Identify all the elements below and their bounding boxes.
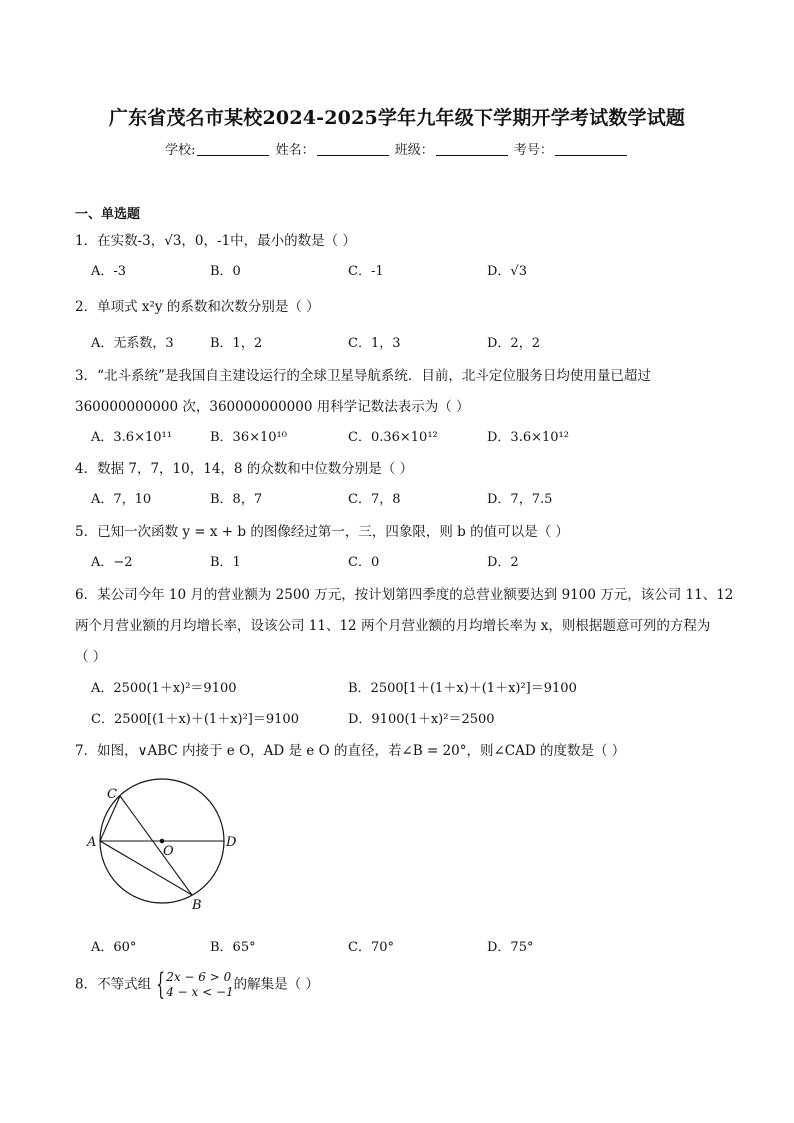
school-label: 学校: [165,143,196,158]
question-2-stem: 2．单项式 x²y 的系数和次数分别是（ ） [75,299,320,315]
q2-option-d: D．2，2 [487,336,540,351]
q5-option-d: D．2 [487,555,519,570]
q3-option-b: B．36×10¹⁰ [210,430,287,445]
center-point [160,839,165,844]
school-blank [197,143,269,156]
label-b: B [192,898,202,910]
q7-option-c: C．70° [348,940,394,955]
q2-option-b: B．1，2 [210,336,263,351]
q1-option-a: A．-3 [91,264,127,279]
q4-option-a: A．7，10 [91,492,152,507]
class-label: 班级： [394,143,434,158]
question-1-stem: 1．在实数-3，√3，0，-1中，最小的数是（ ） [75,233,356,249]
exam-no-label: 考号： [513,143,553,158]
q5-option-b: B．1 [210,555,241,570]
q6-option-c: C．2500[(1＋x)＋(1＋x)²]＝9100 [91,712,299,727]
inequality-system [166,970,233,1000]
name-label: 姓名： [275,143,315,158]
q6-option-b: B．2500[1＋(1＋x)＋(1＋x)²]＝9100 [348,681,577,696]
q5-option-a: A．−2 [91,555,133,570]
q6-option-a: A．2500(1＋x)²＝9100 [91,681,237,696]
system-brace: { [156,967,165,1002]
label-a: A [87,835,97,850]
circle-geometry-figure [80,770,250,910]
exam-no-blank [555,143,627,156]
q1-option-c: C．-1 [348,264,384,279]
q2-option-c: C．1，3 [348,336,401,351]
label-d: D [226,835,237,850]
q7-option-d: D．75° [487,940,534,955]
q5-option-c: C．0 [348,555,380,570]
q1-option-d: D．√3 [487,264,527,279]
q4-option-c: C．7，8 [348,492,401,507]
q7-option-b: B．65° [210,940,256,955]
question-3-stem-line-1: 3．“北斗系统”是我国自主建设运行的全球卫星导航系统．目前，北斗定位服务日均使用量已超过 [75,368,651,384]
question-8-stem [75,967,319,1002]
student-info-line [0,139,794,158]
chord-ac [100,796,120,841]
q1-option-b: B．0 [210,264,241,279]
q3-option-a: A．3.6×10¹¹ [91,430,172,445]
q4-option-d: D．7，7.5 [487,492,553,507]
class-blank [436,143,508,156]
q4-option-b: B．8，7 [210,492,263,507]
name-blank [317,143,389,156]
question-6-stem-line-2: 两个月营业额的月均增长率，设该公司 11、12 两个月营业额的月均增长率为 x，则根据题意可列的方程为 [75,618,711,634]
chord-cb [120,796,192,895]
question-4-stem: 4．数据 7，7，10，14，8 的众数和中位数分别是（ ） [75,461,414,477]
inequality-1: 2x − 6 > 0 [166,970,232,984]
q7-option-a: A．60° [91,940,137,955]
question-6-stem-line-3: （ ） [75,649,107,665]
label-o: O [163,844,174,859]
q2-option-a: A．无系数，3 [91,336,174,351]
label-c: C [107,787,117,802]
question-7-stem: 7．如图，∨ABC 内接于 e O，AD 是 e O 的直径，若∠B = 20°，则∠CAD 的度数是（ ） [75,743,626,759]
question-5-stem: 5．已知一次函数 y = x + b 的图像经过第一，三，四象限，则 b 的值可以是（ ） [75,524,569,540]
question-3-stem-line-2: 360000000000 次，360000000000 用科学记数法表示为（ ） [75,399,470,415]
section-heading: 一、单选题 [75,207,141,222]
q6-option-d: D．9100(1＋x)²＝2500 [348,712,495,727]
inequality-2: 4 − x < −1 [166,985,234,999]
q3-option-d: D．3.6×10¹² [487,430,569,445]
question-6-stem-line-1: 6．某公司今年 10 月的营业额为 2500 万元，按计划第四季度的总营业额要达到 9100 万元，该公司 11、12 [75,587,734,603]
chord-ab [100,841,192,895]
q8-stem-prefix: 8．不等式组 [75,976,152,993]
page-title: 广东省茂名市某校2024-2025学年九年级下学期开学考试数学试题 [108,107,686,129]
q3-option-c: C．0.36×10¹² [348,430,438,445]
q8-stem-suffix: 的解集是（ ） [233,976,319,993]
